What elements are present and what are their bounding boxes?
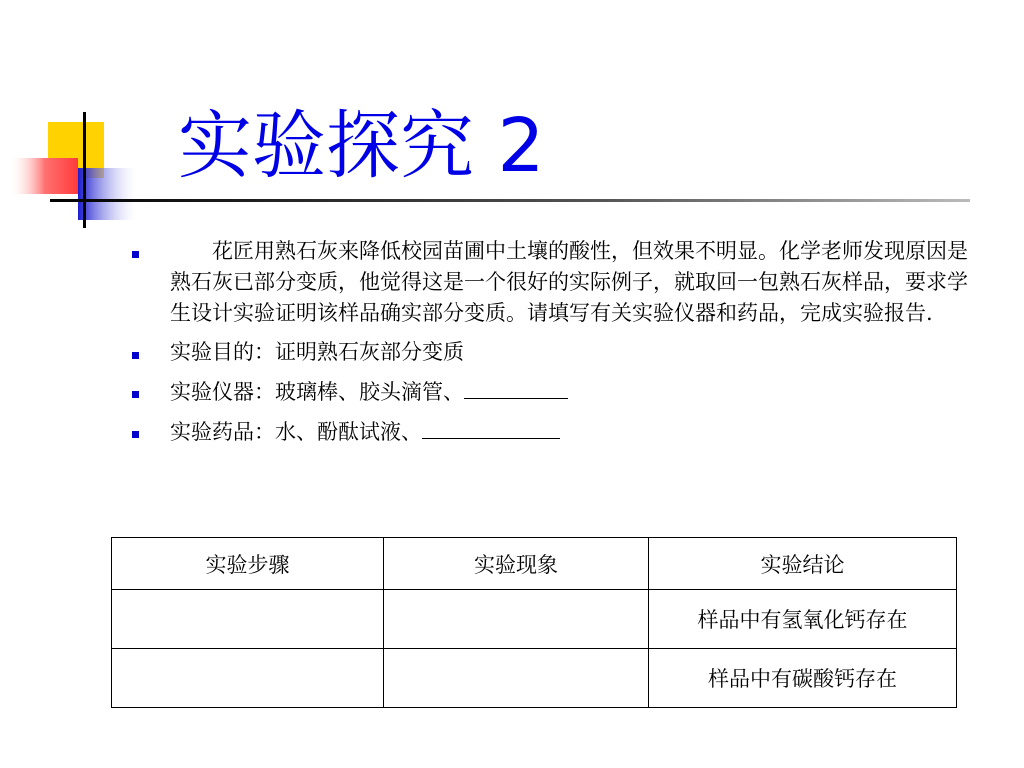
deco-red-bar [12, 158, 78, 194]
cell-conclusion: 样品中有氢氧化钙存在 [649, 590, 957, 649]
cell-steps[interactable] [112, 649, 384, 708]
cell-phenomena[interactable] [384, 590, 649, 649]
table-row [112, 590, 957, 649]
deco-blue-square [78, 168, 136, 220]
apparatus-text: 实验仪器：玻璃棒、胶头滴管、 [170, 380, 464, 404]
cell-phenomena[interactable] [384, 649, 649, 708]
header-steps: 实验步骤 [112, 538, 384, 590]
intro-text: 花匠用熟石灰来降低校园苗圃中土壤的酸性，但效果不明显。化学老师发现原因是熟石灰已部分变质，他觉得这是一个很好的实际例子，就取回一包熟石灰样品，要求学生设计实验证明该样品确实部分变质。请填写有关实验仪器和药品，完成实验报告. [170, 239, 968, 325]
header-phenomena: 实验现象 [384, 538, 649, 590]
square-bullet-icon [132, 251, 139, 258]
deco-horizontal-line [50, 199, 970, 202]
cell-conclusion: 样品中有碳酸钙存在 [649, 649, 957, 708]
bullet-item-reagents [130, 416, 980, 448]
bullet-list [130, 236, 980, 456]
purpose-text: 实验目的：证明熟石灰部分变质 [170, 340, 464, 364]
bullet-item-intro [130, 236, 980, 329]
experiment-report-table [111, 537, 957, 708]
bullet-item-apparatus [130, 376, 980, 408]
apparatus-blank[interactable] [464, 376, 568, 399]
table-row [112, 649, 957, 708]
table-header-row [112, 538, 957, 590]
bullet-item-purpose [130, 337, 980, 368]
reagents-blank[interactable] [422, 416, 560, 439]
slide-title: 实验探究 2 [178, 103, 545, 189]
square-bullet-icon [132, 431, 139, 438]
square-bullet-icon [132, 352, 139, 359]
square-bullet-icon [132, 391, 139, 398]
reagents-text: 实验药品：水、酚酞试液、 [170, 420, 422, 444]
deco-vertical-line [83, 112, 86, 228]
cell-steps[interactable] [112, 590, 384, 649]
header-conclusion: 实验结论 [649, 538, 957, 590]
